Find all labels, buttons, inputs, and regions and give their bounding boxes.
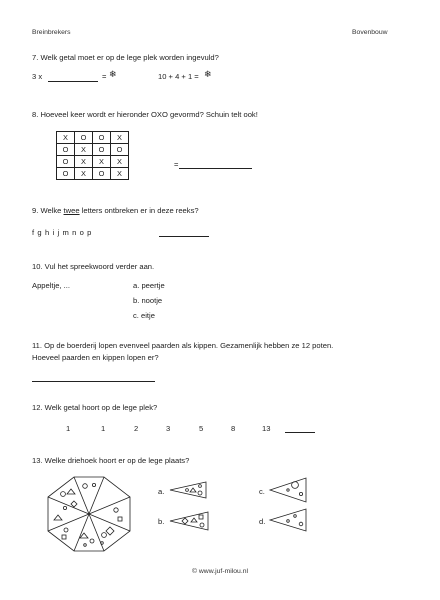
oxo-grid-row (57, 168, 129, 180)
snowflake-icon: ❄ (204, 70, 212, 80)
q10-option-c: c. eitje (133, 311, 155, 320)
q12-seq-item: 1 (101, 424, 106, 433)
q8-answer-line[interactable] (179, 168, 252, 169)
oxo-grid-cell: X (75, 156, 93, 168)
q12-seq-item: 1 (66, 424, 71, 433)
question-11-line2: Hoeveel paarden en kippen lopen er? (32, 353, 159, 362)
q13-option-d: d. (259, 517, 266, 526)
q9-question-emph: twee (63, 206, 80, 215)
q12-seq-item: 3 (166, 424, 171, 433)
q10-option-a: a. peertje (133, 281, 165, 290)
oxo-grid-cell: X (111, 156, 129, 168)
q8-answer-prefix: = (174, 160, 179, 169)
oxo-grid-cell: X (75, 144, 93, 156)
oxo-grid-cell: O (93, 168, 111, 180)
oxo-grid-cell: X (111, 132, 129, 144)
oxo-grid-cell: X (75, 168, 93, 180)
q9-letters: f g h i j m n o p (32, 228, 93, 237)
octagon-puzzle-figure (44, 475, 134, 553)
q9-answer-line[interactable] (159, 236, 209, 237)
question-9 (32, 206, 199, 215)
q12-answer-line[interactable] (285, 432, 315, 433)
oxo-grid-cell: X (93, 156, 111, 168)
header-left: Breinbrekers (32, 29, 71, 36)
q10-option-b: b. nootje (133, 296, 163, 305)
q7-left-suffix: = (102, 72, 107, 81)
question-8: 8. Hoeveel keer wordt er hieronder OXO gevormd? Schuin telt ook! (32, 110, 258, 119)
triangle-option-c[interactable] (268, 476, 308, 504)
question-13: 13. Welke driehoek hoort er op de lege plaats? (32, 456, 190, 465)
oxo-grid-cell: X (111, 168, 129, 180)
question-10: 10. Vul het spreekwoord verder aan. (32, 262, 155, 271)
oxo-grid-row (57, 144, 129, 156)
q13-option-c: c. (259, 487, 265, 496)
header-right: Bovenbouw (352, 29, 388, 36)
q12-seq-item: 5 (199, 424, 204, 433)
triangle-option-d[interactable] (268, 507, 308, 533)
oxo-grid-cell: O (93, 132, 111, 144)
q7-left-prefix: 3 x (32, 72, 43, 81)
q11-answer-line[interactable] (32, 381, 155, 382)
q13-option-b: b. (158, 517, 165, 526)
oxo-grid-cell: O (93, 144, 111, 156)
question-11-line1: 11. Op de boerderij lopen evenveel paarden als kippen. Gezamenlijk hebben ze 12 poten. (32, 341, 334, 350)
q13-option-a: a. (158, 487, 165, 496)
q7-answer-line[interactable] (48, 81, 98, 82)
question-7: 7. Welk getal moet er op de lege plek worden ingevuld? (32, 53, 219, 62)
q9-question-pre: 9. Welke (32, 206, 64, 215)
q12-seq-item: 8 (231, 424, 236, 433)
oxo-grid-cell: O (57, 168, 75, 180)
q12-seq-item: 13 (262, 424, 271, 433)
oxo-grid-cell: O (57, 156, 75, 168)
triangle-option-a[interactable] (168, 480, 208, 500)
q9-question-post: letters ontbreken er in deze reeks? (79, 206, 199, 215)
triangle-option-b[interactable] (168, 510, 210, 532)
oxo-grid-cell: O (75, 132, 93, 144)
question-12: 12. Welk getal hoort op de lege plek? (32, 403, 158, 412)
oxo-grid-cell: O (57, 144, 75, 156)
oxo-grid-row (57, 156, 129, 168)
snowflake-icon: ❄ (109, 70, 117, 80)
footer-copyright: © www.juf-milou.nl (192, 568, 248, 575)
oxo-grid-cell: O (111, 144, 129, 156)
q12-seq-item: 2 (134, 424, 139, 433)
q10-prompt: Appeltje, ... (32, 281, 70, 290)
oxo-grid-row (57, 132, 129, 144)
q7-right-expr: 10 + 4 + 1 = (158, 72, 199, 81)
oxo-grid-cell: X (57, 132, 75, 144)
oxo-grid (56, 131, 129, 180)
